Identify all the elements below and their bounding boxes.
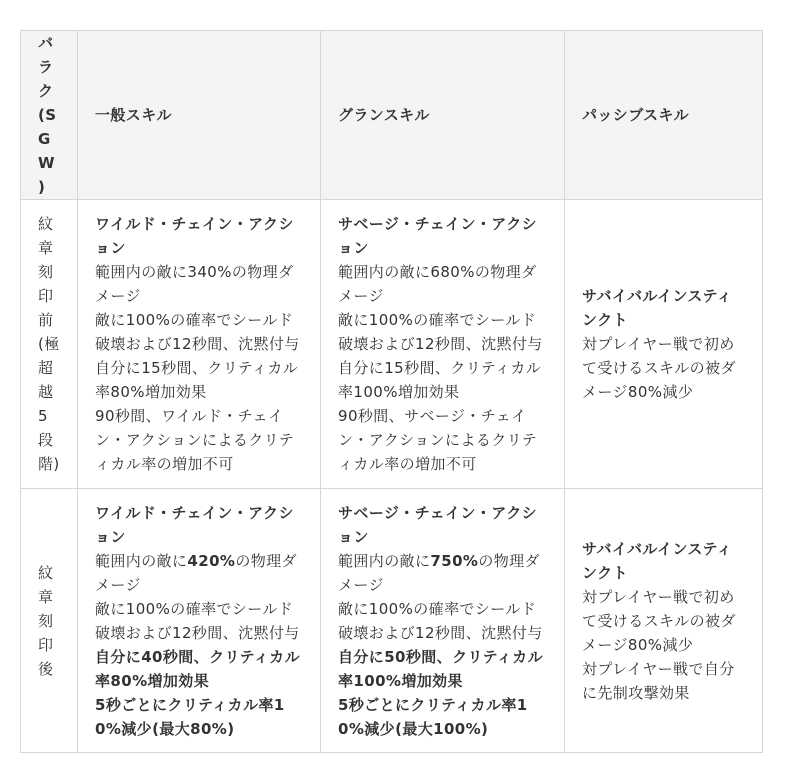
skill-name: ワイルド・チェイン・アクション [95,215,294,257]
general-skill-cell [78,200,321,489]
skill-effect: 敵に100%の確率でシールド破壊および12秒間、沈黙付与 [95,311,300,353]
skill-effect: 範囲内の敵に680%の物理ダメージ [338,263,537,305]
damage-prefix: 範囲内の敵に [95,551,188,570]
skill-effect: 5秒ごとにクリティカル率10%減少(最大100%) [338,695,528,738]
row-label: 紋章刻印後 [21,489,78,753]
general-skill-cell [78,489,321,753]
skill-name: サベージ・チェイン・アクション [338,503,538,546]
skill-effect [95,549,303,597]
skill-comparison-table [20,30,763,753]
skill-effect: 5秒ごとにクリティカル率10%減少(最大80%) [95,695,285,738]
table-row-after-emblem [21,489,763,753]
skill-name: サバイバルインスティンクト [582,539,733,582]
damage-prefix: 範囲内の敵に [338,551,431,570]
skill-effect: 対プレイヤー戦で初めて受けるスキルの被ダメージ80%減少 [582,587,736,654]
header-character: バラク(SGW) [21,31,78,200]
skill-name: サバイバルインスティンクト [582,287,733,329]
skill-effect: 敵に100%の確率でシールド破壊および12秒間、沈黙付与 [338,311,543,353]
skill-effect: 対プレイヤー戦で初めて受けるスキルの被ダメージ80%減少 [582,335,736,401]
skill-effect [338,549,547,597]
skill-effect: 範囲内の敵に340%の物理ダメージ [95,263,294,305]
skill-effect: 自分に50秒間、クリティカル率100%増加効果 [338,647,543,690]
skill-name: サベージ・チェイン・アクション [338,215,538,257]
skill-effect: 敵に100%の確率でシールド破壊および12秒間、沈黙付与 [95,599,300,642]
skill-effect: 90秒間、ワイルド・チェイン・アクションによるクリティカル率の増加不可 [95,407,295,473]
passive-skill-cell [565,200,763,489]
skill-name: ワイルド・チェイン・アクション [95,503,294,546]
header-passive-skill: パッシブスキル [565,31,763,200]
row-label: 紋章刻印前(極超越5段階) [21,200,78,489]
header-general-skill: 一般スキル [78,31,321,200]
skill-effect: 自分に40秒間、クリティカル率80%増加効果 [95,647,300,690]
table-header-row [21,31,763,200]
skill-effect: 自分に15秒間、クリティカル率80%増加効果 [95,359,299,401]
gran-skill-cell [321,489,565,753]
damage-suffix: の物理ダメージ [338,551,540,594]
passive-skill-cell [565,489,763,753]
skill-effect: 敵に100%の確率でシールド破壊および12秒間、沈黙付与 [338,599,543,642]
skill-effect: 90秒間、サベージ・チェイン・アクションによるクリティカル率の増加不可 [338,407,538,473]
header-gran-skill: グランスキル [321,31,565,200]
damage-suffix: の物理ダメージ [95,551,297,594]
damage-value: 750% [430,551,479,570]
damage-value: 420% [187,551,236,570]
skill-effect: 自分に15秒間、クリティカル率100%増加効果 [338,359,542,401]
table-row-before-emblem [21,200,763,489]
skill-effect: 対プレイヤー戦で自分に先制攻撃効果 [582,659,735,702]
gran-skill-cell [321,200,565,489]
